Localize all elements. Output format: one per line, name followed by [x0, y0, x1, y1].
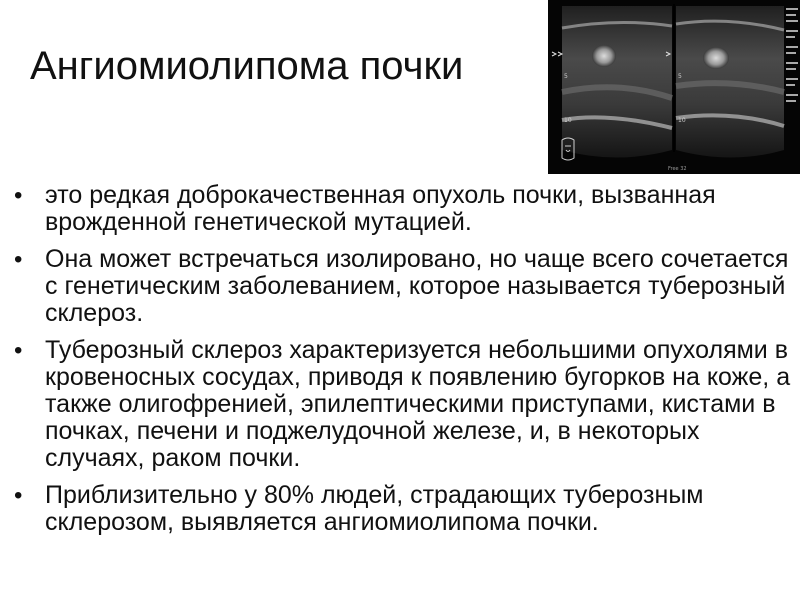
bullet-text: Приблизительно у 80% людей, страдающих туберозным склерозом, выявляется ангиомиолипома почки.	[45, 481, 704, 536]
bullet-item	[14, 246, 794, 327]
bullet-text: это редкая доброкачественная опухоль почки, вызванная врожденной генетической мутацией.	[45, 181, 716, 236]
scale-label-1: 5	[564, 73, 568, 80]
bullet-text: Туберозный склероз характеризуется небольшими опухолями в кровеносных сосудах, приводя к появлению бугорков на коже, а также олигофренией, эпилептическими приступами, кистами в почках, печени и поджелудочной железе, и, в некоторых случаях, раком почки.	[45, 336, 791, 472]
bullet-text: Она может встречаться изолировано, но чаще всего сочетается с генетическим заболеванием, которое называется туберозный склероз.	[45, 245, 789, 327]
ultrasound-scan-graphic	[548, 0, 800, 174]
bullet-marker: •	[14, 182, 23, 209]
scale-label-2: 10	[564, 117, 572, 124]
bullet-item	[14, 182, 794, 236]
scale-label-3: 5	[678, 73, 682, 80]
bullet-marker: •	[14, 337, 23, 364]
slide-title: Ангиомиолипома почки	[30, 44, 464, 88]
bullet-marker: •	[14, 482, 23, 509]
ultrasound-image	[548, 0, 800, 174]
bullet-item	[14, 337, 794, 472]
bullet-marker: •	[14, 246, 23, 273]
bullet-list	[14, 182, 794, 546]
scale-label-4: 10	[678, 117, 686, 124]
bullet-item	[14, 482, 794, 536]
image-footer-label: Free 32	[668, 166, 687, 172]
